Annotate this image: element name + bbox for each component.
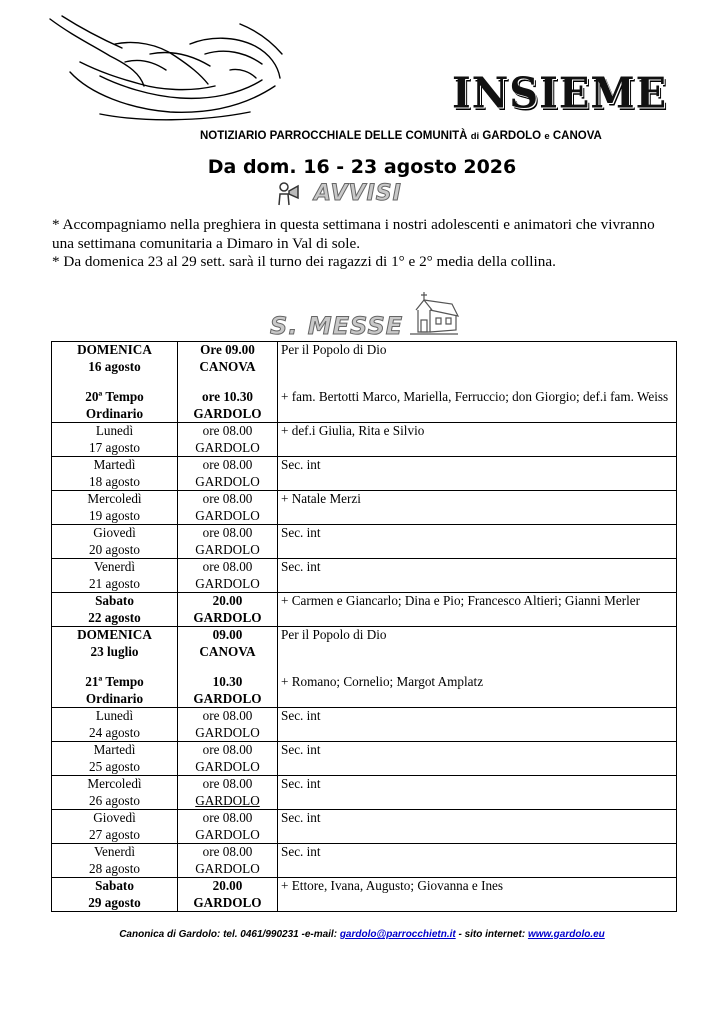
day-name: Venerdì (93, 844, 135, 859)
notices-block (52, 216, 674, 272)
liturgical-season: Ordinario (85, 690, 144, 706)
mass-time: ore 10.30 (201, 389, 254, 404)
intention-cell (278, 627, 677, 708)
day-date: 24 agosto (89, 724, 140, 740)
website-link[interactable]: www.gardolo.eu (527, 929, 605, 940)
mass-intention: Sec. int (278, 559, 677, 593)
mass-time: ore 08.00 (202, 525, 253, 540)
mass-place: GARDOLO (195, 758, 260, 774)
mass-place: GARDOLO (195, 826, 260, 842)
day-cell (52, 342, 178, 423)
day-name: Lunedì (95, 708, 134, 723)
liturgical-season: Ordinario (85, 405, 144, 421)
mass-intention: + def.i Giulia, Rita e Silvio (278, 423, 677, 457)
mass-intention: Per il Popolo di Dio (281, 627, 387, 642)
day-date: 28 agosto (89, 860, 140, 876)
table-row (52, 593, 677, 627)
mass-intention: Sec. int (278, 844, 677, 878)
day-date: 16 agosto (88, 358, 141, 374)
subtitle-main: NOTIZIARIO PARROCCHIALE DELLE COMUNITÀ (200, 130, 468, 142)
day-name: Sabato (95, 878, 134, 893)
subtitle-di: di (470, 131, 480, 142)
date-range-heading: Da dom. 16 - 23 agosto 2026 (207, 156, 517, 178)
mass-place: GARDOLO (195, 473, 260, 489)
day-date: 21 agosto (89, 575, 140, 591)
day-date: 20 agosto (89, 541, 140, 557)
day-name: DOMENICA (77, 627, 152, 642)
mass-time: Ore 09.00 (200, 342, 255, 357)
day-name: Sabato (95, 593, 134, 608)
table-row (52, 708, 677, 742)
megaphone-person-icon (275, 181, 301, 207)
mass-schedule-table (51, 341, 677, 912)
day-name: Venerdì (93, 559, 135, 574)
day-name: Giovedì (93, 525, 136, 540)
mass-time: ore 08.00 (202, 742, 253, 757)
footer-middle-text: - sito internet: (455, 929, 528, 940)
day-date: 26 agosto (89, 792, 140, 808)
liturgical-week: 20ª Tempo (85, 389, 144, 404)
day-name: Giovedì (93, 810, 136, 825)
email-link[interactable]: gardolo@parrocchietn.it (339, 929, 456, 940)
mass-place: CANOVA (199, 643, 256, 659)
day-date: 17 agosto (89, 439, 140, 455)
mass-place: GARDOLO (193, 609, 262, 625)
church-icon (408, 290, 460, 336)
newsletter-subtitle (200, 130, 672, 142)
mass-place: GARDOLO (195, 507, 260, 523)
intention-cell (278, 342, 677, 423)
table-row (52, 491, 677, 525)
footer-phone-text: Canonica di Gardolo: tel. 0461/990231 -e-mail: (119, 929, 340, 940)
mass-time: 20.00 (212, 878, 243, 893)
mass-time: ore 08.00 (202, 844, 253, 859)
table-row (52, 776, 677, 810)
table-row (52, 559, 677, 593)
mass-place: GARDOLO (195, 792, 260, 808)
subtitle-e: e (544, 131, 550, 142)
mass-intention: + Ettore, Ivana, Augusto; Giovanna e Ines (278, 878, 677, 912)
day-date: 27 agosto (89, 826, 140, 842)
mass-intention: Per il Popolo di Dio (281, 342, 387, 357)
mass-place: GARDOLO (193, 405, 262, 421)
mass-place: GARDOLO (195, 860, 260, 876)
mass-intention: + Natale Merzi (278, 491, 677, 525)
day-date: 18 agosto (89, 473, 140, 489)
mass-time: ore 08.00 (202, 776, 253, 791)
mass-time: ore 08.00 (202, 423, 253, 438)
subtitle-gardolo: GARDOLO (482, 130, 542, 142)
table-row (52, 810, 677, 844)
mass-time: ore 08.00 (202, 708, 253, 723)
day-name: Martedì (93, 457, 136, 472)
mass-place: CANOVA (199, 358, 256, 374)
table-row (52, 525, 677, 559)
mass-intention: Sec. int (278, 525, 677, 559)
day-date: 23 luglio (90, 643, 139, 659)
day-date: 25 agosto (89, 758, 140, 774)
table-row (52, 878, 677, 912)
day-cell (52, 627, 178, 708)
mass-place: GARDOLO (195, 439, 260, 455)
liturgical-week: 21ª Tempo (85, 674, 144, 689)
mass-intention: + Romano; Cornelio; Margot Amplatz (281, 674, 484, 689)
day-name: Mercoledì (87, 776, 142, 791)
mass-intention: Sec. int (278, 742, 677, 776)
day-name: Lunedì (95, 423, 134, 438)
day-date: 22 agosto (88, 609, 141, 625)
messe-section-title: S. MESSE (270, 312, 404, 340)
table-row (52, 844, 677, 878)
table-row (52, 342, 677, 423)
table-row (52, 742, 677, 776)
contact-footer (0, 929, 724, 940)
table-row (52, 457, 677, 491)
notice-item: * Da domenica 23 al 29 sett. sarà il turno dei ragazzi di 1° e 2° media della collina. (52, 253, 556, 270)
mass-place: GARDOLO (195, 575, 260, 591)
mass-intention: Sec. int (278, 776, 677, 810)
day-date: 29 agosto (88, 894, 141, 910)
hands-logo-icon (40, 14, 290, 124)
mass-intention: + fam. Bertotti Marco, Mariella, Ferruccio; don Giorgio; def.i fam. Weiss (281, 389, 669, 404)
mass-time: 20.00 (212, 593, 243, 608)
mass-time: ore 08.00 (202, 491, 253, 506)
day-name: DOMENICA (77, 342, 152, 357)
subtitle-canova: CANOVA (552, 130, 602, 142)
mass-time: 10.30 (212, 674, 243, 689)
mass-intention: Sec. int (278, 708, 677, 742)
mass-time: 09.00 (212, 627, 243, 642)
mass-intention: Sec. int (278, 810, 677, 844)
mass-intention: + Carmen e Giancarlo; Dina e Pio; Francesco Altieri; Gianni Merler (278, 593, 677, 627)
avvisi-section-title: AVVISI (314, 181, 402, 206)
mass-place: GARDOLO (193, 894, 262, 910)
time-cell (178, 627, 278, 708)
mass-place: GARDOLO (195, 541, 260, 557)
time-cell (178, 342, 278, 423)
table-row (52, 423, 677, 457)
notice-item: * Accompagniamo nella preghiera in questa settimana i nostri adolescenti e animatori che vivranno una settimana comunitaria a Dimaro in Val di sole. (52, 216, 655, 252)
mass-time: ore 08.00 (202, 559, 253, 574)
table-row (52, 627, 677, 708)
masthead-title: INSIEME (452, 68, 668, 119)
mass-place: GARDOLO (193, 690, 262, 706)
mass-time: ore 08.00 (202, 457, 253, 472)
mass-place: GARDOLO (195, 724, 260, 740)
mass-intention: Sec. int (278, 457, 677, 491)
day-name: Mercoledì (87, 491, 142, 506)
day-date: 19 agosto (89, 507, 140, 523)
mass-time: ore 08.00 (202, 810, 253, 825)
day-name: Martedì (93, 742, 136, 757)
